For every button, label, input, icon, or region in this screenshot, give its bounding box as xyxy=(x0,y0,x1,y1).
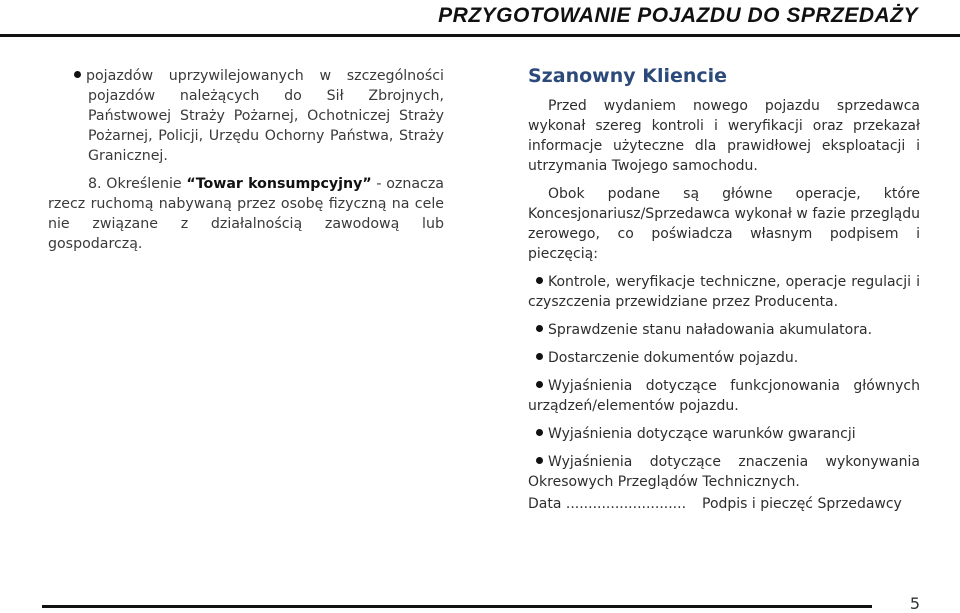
item-definition-text: - oznacza rzecz ruchomą nabywaną przez osobę fizyczną na cele nie związane z działalnością zawodową lub gospodarczą. xyxy=(48,176,444,252)
list-item-text: Wyjaśnienia dotyczące znaczenia wykonywania Okresowych Przeglądów Technicznych. xyxy=(528,454,920,490)
bullet-icon xyxy=(536,325,543,332)
numbered-item-8 xyxy=(48,174,444,254)
list-item xyxy=(528,348,920,368)
list-item-text: pojazdów uprzywilejowanych w szczególności pojazdów należących do Sił Zbrojnych, Państwowej Straży Pożarnej, Ochotniczej Straży Pożarnej, Policji, Urzędu Ochorny Państwa, Straży Granicznej. xyxy=(86,68,444,164)
bullet-icon xyxy=(536,277,543,284)
list-item xyxy=(528,452,920,492)
intro-paragraph: Przed wydaniem nowego pojazdu sprzedawca wykonał szereg kontroli i weryfikacji oraz przekazał informacje użyteczne dla prawidłowej eksploatacji i utrzymania Twojego samochodu. xyxy=(528,98,920,174)
list-item xyxy=(528,320,920,340)
page-header xyxy=(0,0,960,38)
list-item xyxy=(48,66,444,166)
page-title: PRZYGOTOWANIE POJAZDU DO SPRZEDAŻY xyxy=(438,4,918,27)
right-column xyxy=(528,64,920,492)
bullet-icon xyxy=(74,71,81,78)
list-item-text: Wyjaśnienia dotyczące warunków gwarancji xyxy=(548,426,856,442)
item-lead-text: Określenie xyxy=(106,176,182,192)
header-divider xyxy=(0,34,960,37)
operations-paragraph: Obok podane są główne operacje, które Koncesjonariusz/Sprzedawca wykonał w fazie przeglądu zerowego, co poświadcza własnym podpisem i pieczęcią: xyxy=(528,186,920,262)
date-field-label: Data ........................... xyxy=(528,496,687,512)
list-item-text: Wyjaśnienia dotyczące funkcjonowania głównych urządzeń/elementów pojazdu. xyxy=(528,378,920,414)
bullet-icon xyxy=(536,381,543,388)
list-item xyxy=(528,376,920,416)
list-item-text: Dostarczenie dokumentów pojazdu. xyxy=(548,350,799,366)
section-heading: Szanowny Kliencie xyxy=(528,65,728,87)
list-item-text: Kontrole, weryfikacje techniczne, operacje regulacji i czyszczenia przewidziane przez Producenta. xyxy=(528,274,920,310)
bullet-icon xyxy=(536,429,543,436)
left-column xyxy=(48,66,444,254)
signature-field-label: Podpis i pieczęć Sprzedawcy xyxy=(702,496,902,512)
bullet-icon xyxy=(536,457,543,464)
defined-term: “Towar konsumpcyjny” xyxy=(186,176,372,192)
bullet-icon xyxy=(536,353,543,360)
list-item-text: Sprawdzenie stanu naładowania akumulatora. xyxy=(548,322,873,338)
footer-divider xyxy=(42,605,872,608)
list-item xyxy=(528,272,920,312)
page-number: 5 xyxy=(909,594,920,613)
list-item xyxy=(528,424,920,444)
item-number: 8. xyxy=(88,176,102,192)
